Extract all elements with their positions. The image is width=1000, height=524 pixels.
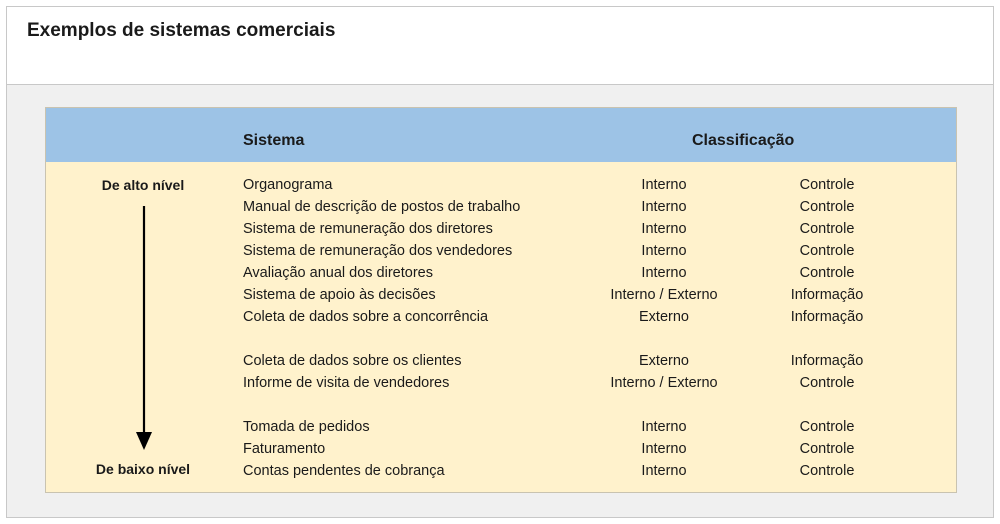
row-source-type: Interno [641, 419, 687, 435]
row-source-type: Interno [641, 243, 687, 259]
table-row [46, 309, 956, 331]
row-system-name: Faturamento [243, 441, 326, 457]
row-classification: Controle [799, 265, 855, 281]
table-row [46, 419, 956, 441]
row-system-name: Contas pendentes de cobrança [243, 463, 445, 479]
row-system-name: Avaliação anual dos diretores [243, 265, 433, 281]
row-source-type: Interno [641, 265, 687, 281]
level-bottom-label: De baixo nível [95, 461, 191, 477]
systems-table [45, 107, 957, 493]
row-classification: Informação [790, 353, 864, 369]
row-classification: Informação [790, 287, 864, 303]
row-classification: Informação [790, 309, 864, 325]
page-title: Exemplos de sistemas comerciais [27, 20, 336, 41]
row-classification: Controle [799, 177, 855, 193]
table-row [46, 177, 956, 199]
row-system-name: Sistema de remuneração dos diretores [243, 221, 493, 237]
row-source-type: Interno [641, 441, 687, 457]
row-classification: Controle [799, 375, 855, 391]
row-system-name: Sistema de apoio às decisões [243, 287, 436, 303]
row-source-type: Externo [639, 353, 689, 369]
row-source-type: Interno / Externo [610, 287, 718, 303]
row-system-name: Tomada de pedidos [243, 419, 370, 435]
table-row [46, 441, 956, 463]
header-classificacao: Classificação [692, 132, 795, 149]
row-classification: Controle [799, 419, 855, 435]
row-source-type: Interno [641, 177, 687, 193]
table-row [46, 221, 956, 243]
row-source-type: Interno [641, 463, 687, 479]
row-system-name: Coleta de dados sobre a concorrência [243, 309, 489, 325]
row-classification: Controle [799, 243, 855, 259]
row-system-name: Sistema de remuneração dos vendedores [243, 243, 513, 259]
header-sistema: Sistema [243, 132, 305, 149]
table-row [46, 353, 956, 375]
table-row [46, 375, 956, 397]
row-system-name: Manual de descrição de postos de trabalho [243, 199, 521, 215]
table-row [46, 265, 956, 287]
table-header [46, 108, 956, 162]
row-source-type: Interno / Externo [610, 375, 718, 391]
row-classification: Controle [799, 199, 855, 215]
table-row [46, 199, 956, 221]
table-row [46, 243, 956, 265]
row-source-type: Externo [639, 309, 689, 325]
row-classification: Controle [799, 221, 855, 237]
title-area [7, 7, 993, 85]
row-classification: Controle [799, 463, 855, 479]
row-classification: Controle [799, 441, 855, 457]
content-area [7, 85, 993, 517]
row-system-name: Coleta de dados sobre os clientes [243, 353, 462, 369]
table-row [46, 287, 956, 309]
level-top-label: De alto nível [101, 177, 185, 193]
row-system-name: Organograma [243, 177, 333, 193]
document-frame [6, 6, 994, 518]
row-source-type: Interno [641, 199, 687, 215]
table-row [46, 463, 956, 485]
row-source-type: Interno [641, 221, 687, 237]
row-system-name: Informe de visita de vendedores [243, 375, 450, 391]
